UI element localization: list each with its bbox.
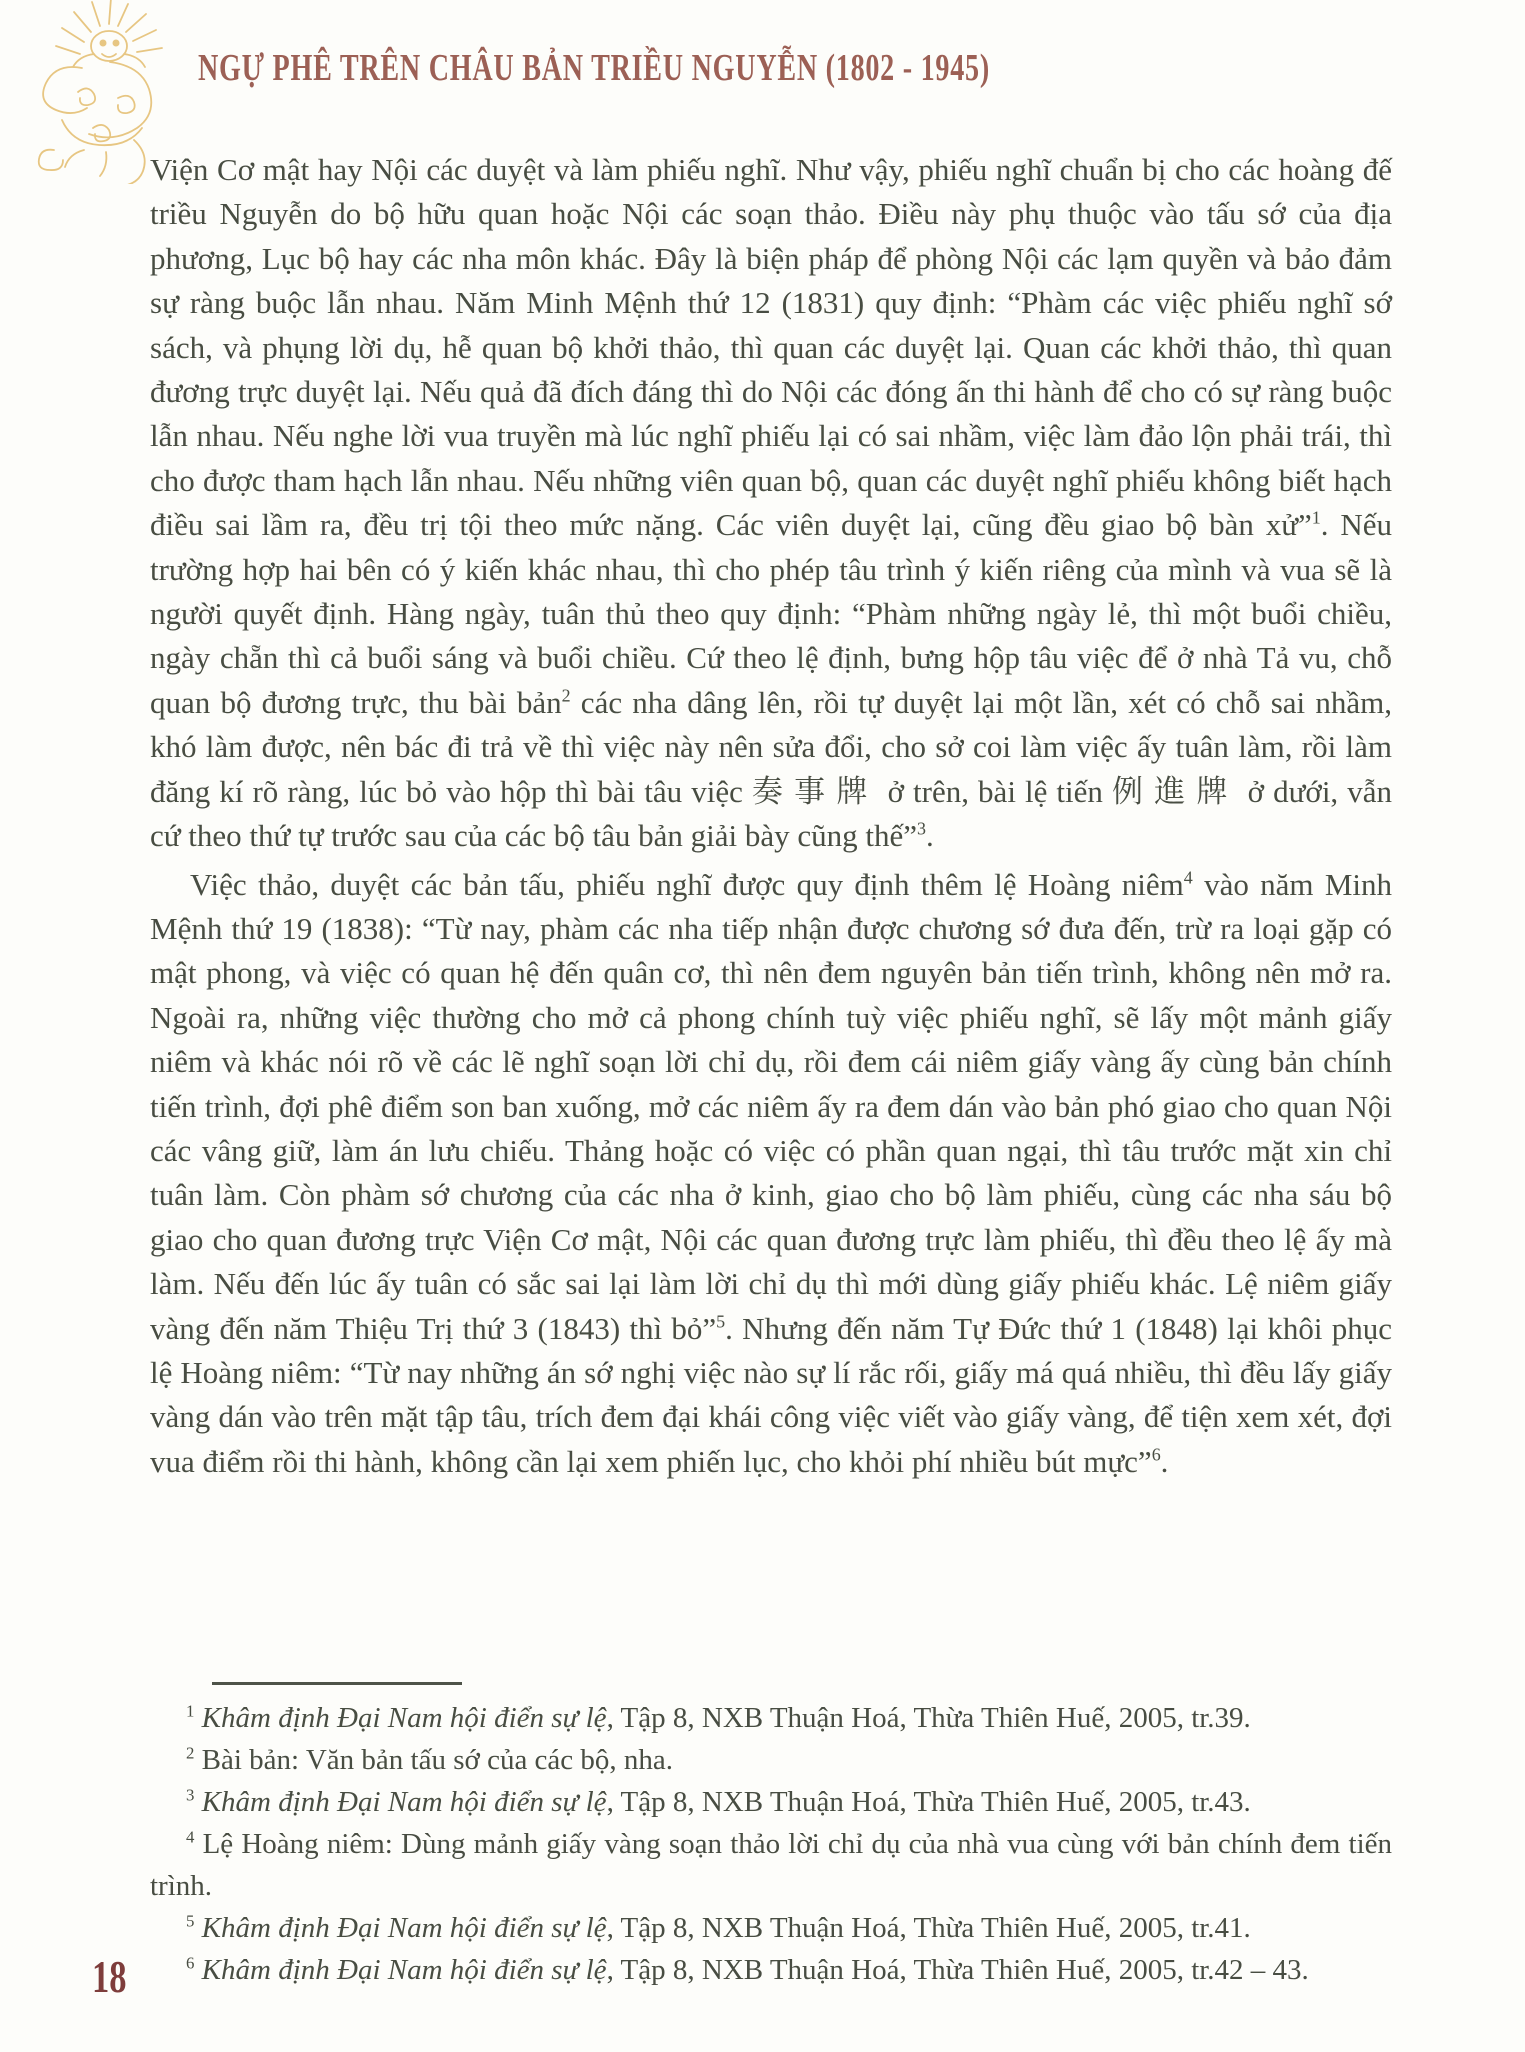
footnote-separator: [212, 1682, 462, 1685]
paragraph: Viện Cơ mật hay Nội các duyệt và làm phiếu nghĩ. Như vậy, phiếu nghĩ chuẩn bị cho các hoàng đế triều Nguyễn do bộ hữu quan hoặc Nội các soạn thảo. Điều này phụ thuộc vào tấu sớ của địa phương, Lục bộ hay các nha môn khác. Đây là biện pháp để phòng Nội các lạm quyền và bảo đảm sự ràng buộc lẫn nhau. Năm Minh Mệnh thứ 12 (1831) quy định: “Phàm các việc phiếu nghĩ sớ sách, và phụng lời dụ, hễ quan bộ khởi thảo, thì quan các duyệt lại. Quan các khởi thảo, thì quan đương trực duyệt lại. Nếu quả đã đích đáng thì do Nội các đóng ấn thi hành để cho có sự ràng buộc lẫn nhau. Nếu nghe lời vua truyền mà lúc nghĩ phiếu lại có sai nhầm, việc làm đảo lộn phải trái, thì cho được tham hạch lẫn nhau. Nếu những viên quan bộ, quan các duyệt nghĩ phiếu không biết hạch điều sai lầm ra, đều trị tội theo mức nặng. Các viên duyệt lại, cũng đều giao bộ bàn xử”$^1$. Nếu trường hợp hai bên có ý kiến khác nhau, thì cho phép tâu trình ý kiến riêng của mình và vua sẽ là người quyết định. Hàng ngày, tuân thủ theo quy định: “Phàm những ngày lẻ, thì một buổi chiều, ngày chẵn thì cả buổi sáng và buổi chiều. Cứ theo lệ định, bưng hộp tâu việc để ở nhà Tả vu, chỗ quan bộ đương trực, thu bài bản$^2$ các nha dâng lên, rồi tự duyệt lại một lần, xét có chỗ sai nhầm, khó làm được, nên bác đi trả về thì việc này nên sửa đổi, cho sở coi làm việc ấy tuân làm, rồi làm đăng kí rõ ràng, lúc bỏ vào hộp thì bài tâu việc 奏事牌 ở trên, bài lệ tiến 例進牌 ở dưới, vẫn cứ theo thứ tự trước sau của các bộ tâu bản giải bày cũng thế”$^3$.: [150, 152, 1392, 854]
footnote: $^2$ Bài bản: Văn bản tấu sớ của các bộ, nha.: [186, 1743, 674, 1776]
footnote-list: [150, 1697, 1392, 1991]
footnote: $^5$ Khâm định Đại Nam hội điển sự lệ, Tập 8, NXB Thuận Hoá, Thừa Thiên Huế, 2005, tr.41.: [186, 1911, 1251, 1944]
footnote: $^3$ Khâm định Đại Nam hội điển sự lệ, Tập 8, NXB Thuận Hoá, Thừa Thiên Huế, 2005, tr.43.: [186, 1785, 1251, 1818]
page-number: 18: [92, 1951, 127, 2002]
body-text: [150, 148, 1392, 1484]
golden-dragon-emblem-icon: [22, 0, 167, 184]
footnotes: [150, 1682, 1392, 1991]
footnote: $^6$ Khâm định Đại Nam hội điển sự lệ, Tập 8, NXB Thuận Hoá, Thừa Thiên Huế, 2005, tr.42 – 43.: [186, 1953, 1309, 1986]
footnote: $^4$ Lệ Hoàng niêm: Dùng mảnh giấy vàng soạn thảo lời chỉ dụ của nhà vua cùng với bản chính đem tiến trình.: [150, 1827, 1392, 1902]
footnote: $^1$ Khâm định Đại Nam hội điển sự lệ, Tập 8, NXB Thuận Hoá, Thừa Thiên Huế, 2005, tr.39.: [186, 1701, 1251, 1734]
paragraph: Việc thảo, duyệt các bản tấu, phiếu nghĩ được quy định thêm lệ Hoàng niêm$^4$ vào năm Minh Mệnh thứ 19 (1838): “Từ nay, phàm các nha tiếp nhận được chương sớ đưa đến, trừ ra loại gặp có mật phong, và việc có quan hệ đến quân cơ, thì nên đem nguyên bản tiến trình, không nên mở ra. Ngoài ra, những việc thường cho mở cả phong chính tuỳ việc phiếu nghĩ, sẽ lấy một mảnh giấy niêm và khác nói rõ về các lẽ nghĩ soạn lời chỉ dụ, rồi đem cái niêm giấy vàng ấy cùng bản chính tiến trình, đợi phê điểm son ban xuống, mở các niêm ấy ra đem dán vào bản phó giao cho quan Nội các vâng giữ, làm án lưu chiếu. Thảng hoặc có việc có phần quan ngại, thì tâu trước mặt xin chỉ tuân làm. Còn phàm sớ chương của các nha ở kinh, giao cho bộ làm phiếu, cùng các nha sáu bộ giao cho quan đương trực Viện Cơ mật, Nội các quan đương trực làm phiếu, thì đều theo lệ ấy mà làm. Nếu đến lúc ấy tuân có sắc sai lại làm lời chỉ dụ thì mới dùng giấy phiếu khác. Lệ niêm giấy vàng đến năm Thiệu Trị thứ 3 (1843) thì bỏ”$^5$. Nhưng đến năm Tự Đức thứ 1 (1848) lại khôi phục lệ Hoàng niêm: “Từ nay những án sớ nghị việc nào sự lí rắc rối, giấy má quá nhiều, thì đều lấy giấy vàng dán vào trên mặt tập tâu, trích đem đại khái công việc viết vào giấy vàng, để tiện xem xét, đợi vua điểm rồi thi hành, không cần lại xem phiến lục, cho khỏi phí nhiều bút mực”$^6$.: [150, 866, 1393, 1479]
page-title: NGỰ PHÊ TRÊN CHÂU BẢN TRIỀU NGUYỄN (1802 - 1945): [198, 47, 990, 89]
